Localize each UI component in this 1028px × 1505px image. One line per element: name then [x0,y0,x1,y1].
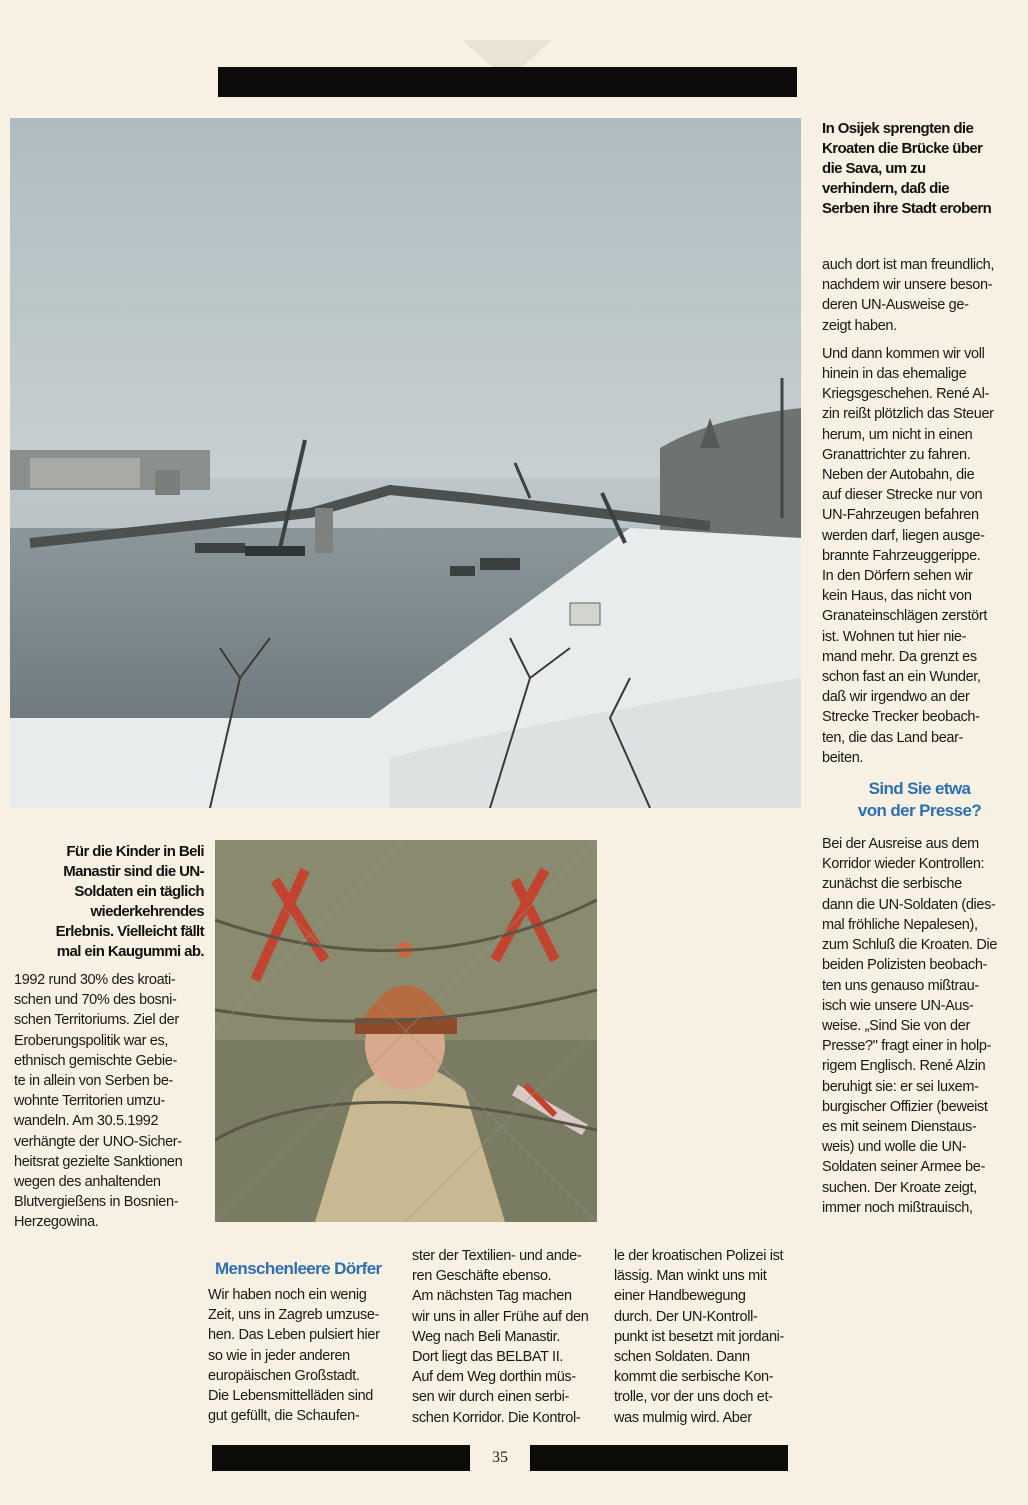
text-line: Presse?" fragt einer in holp- [822,1038,992,1055]
text-line: wegen des anhaltenden [14,1174,161,1191]
text-line: beiten. [822,749,864,766]
text-line: le der kroatischen Polizei ist [614,1248,784,1264]
text-line: Strecke Trecker beobach- [822,709,980,726]
caption-line: Kroaten die Brücke über [822,140,983,157]
text-line: 1992 rund 30% des kroati- [14,972,176,988]
header-bar [218,67,797,97]
text-line: ten uns genauso mißtrau- [822,977,979,994]
text-line: Korridor wieder Kontrollen: [822,856,985,873]
text-line: einer Handbewegung [614,1288,746,1305]
text-line: Bei der Ausreise aus dem [822,836,979,853]
text-line: schen Soldaten. Dann [614,1349,750,1366]
text-line: Granateinschlägen zerstört [822,608,987,625]
text-line: zin reißt plötzlich das Steuer [822,406,994,423]
caption-line: Soldaten ein täglich [74,883,204,900]
text-line: wandeln. Am 30.5.1992 [14,1113,159,1130]
text-line: zunächst die serbische [822,876,962,893]
text-line: mand mehr. Da grenzt es [822,648,977,665]
text-line: Und dann kommen wir voll [822,345,985,362]
text-line: wohnte Territorien umzu- [14,1093,165,1110]
heading-line: von der Presse? [857,801,982,821]
footer-bar [212,1445,788,1471]
text-line: burgischer Offizier (beweist [822,1098,988,1115]
text-line: es mit seinem Dienstaus- [822,1118,977,1135]
text-line: beruhigt sie: er sei luxem- [822,1078,979,1095]
text-line: schen und 70% des bosni- [14,992,177,1009]
text-line: dann die UN-Soldaten (dies- [822,896,996,913]
text-line: gut gefüllt, die Schaufen- [208,1408,360,1425]
caption-line: Für die Kinder in Beli [66,843,204,860]
text-line: weise. „Sind Sie von der [822,1017,970,1034]
text-line: ethnisch gemischte Gebie- [14,1052,177,1069]
text-line: suchen. Der Kroate zeigt, [822,1179,977,1196]
caption-line: Serben ihre Stadt erobern [822,200,992,217]
text-line: UN-Fahrzeugen befahren [822,507,979,524]
text-line: schon fast an ein Wunder, [822,669,981,686]
text-line: wir uns in aller Frühe auf den [412,1308,589,1325]
text-line: mal fröhliche Nepalesen), [822,916,978,933]
text-line: Kriegsgeschehen. René Al- [822,386,989,403]
text-line: kommt die serbische Kon- [614,1369,774,1386]
caption-line: verhindern, daß die [822,180,949,197]
text-line: kein Haus, das nicht von [822,588,972,605]
text-line: sen wir durch einen serbi- [412,1389,569,1406]
text-line: te in allein von Serben be- [14,1073,174,1090]
text-line: Eroberungspolitik war es, [14,1032,169,1049]
paragraph [822,344,1017,768]
bottom-column-2 [412,1246,602,1428]
text-line: auf dieser Strecke nur von [822,487,983,504]
caption-line: wiederkehrendes [90,903,204,920]
caption-line: Erlebnis. Vielleicht fällt [55,923,204,940]
paragraph [822,834,1017,1218]
text-line: ist. Wohnen tut hier nie- [822,628,967,645]
text-line: Dort liegt das BELBAT II. [412,1349,564,1366]
text-line: ren Geschäfte ebenso. [412,1268,552,1285]
text-line: beiden Polizisten beobach- [822,957,988,974]
text-line: Am nächsten Tag machen [412,1288,572,1305]
text-line: auch dort ist man freundlich, [822,257,994,273]
caption-line: mal ein Kaugummi ab. [56,943,204,960]
section-heading [822,778,1017,822]
text-line: zum Schluß die Kroaten. Die [822,937,998,954]
text-line: deren UN-Ausweise ge- [822,297,969,314]
paragraph [822,255,1017,336]
page-number: 35 [470,1445,530,1471]
text-line: weis) und wolle die UN- [822,1139,967,1156]
section-heading: Menschenleere Dörfer [215,1259,382,1278]
text-line: hinein in das ehemalige [822,366,967,383]
text-line: was mulmig wird. Aber [614,1409,752,1426]
bottom-column-3 [614,1246,794,1428]
text-line: Weg nach Beli Manastir. [412,1328,561,1345]
text-line: Herzegowina. [14,1214,99,1231]
text-line: Auf dem Weg dorthin müs- [412,1369,576,1386]
bridge-photo-caption [822,119,1022,219]
text-line: ster der Textilien- und ande- [412,1248,582,1264]
text-line: trolle, vor der uns doch et- [614,1389,773,1406]
left-column [14,970,204,1233]
text-line: punkt ist besetzt mit jordani- [614,1328,785,1345]
text-line: lässig. Man winkt uns mit [614,1268,767,1285]
text-line: daß wir irgendwo an der [822,689,970,706]
kid-photo-caption [14,842,204,962]
text-line: In den Dörfern sehen wir [822,568,973,585]
right-column [822,255,1017,1226]
text-line: Wir haben noch ein wenig [208,1287,367,1303]
text-line: Zeit, uns in Zagreb umzuse- [208,1307,380,1324]
bottom-column-1 [208,1285,400,1426]
text-line: Neben der Autobahn, die [822,467,975,484]
text-line: zeigt haben. [822,317,897,334]
text-line: durch. Der UN-Kontroll- [614,1308,758,1325]
text-line: europäischen Großstadt. [208,1367,360,1384]
text-line: verhängte der UNO-Sicher- [14,1133,182,1150]
heading-line: Sind Sie etwa [868,779,971,799]
caption-line: die Sava, um zu [822,160,926,177]
bridge-photo [10,118,801,808]
text-line: heitsrat gezielte Sanktionen [14,1153,183,1170]
caption-line: Manastir sind die UN- [63,863,204,880]
text-line: herum, um nicht in einen [822,426,973,443]
kid-photo [215,840,597,1222]
text-line: brannte Fahrzeuggerippe. [822,547,981,564]
text-line: schen Territoriums. Ziel der [14,1012,179,1029]
caption-line: In Osijek sprengten die [822,120,974,137]
text-line: rigem Englisch. René Alzin [822,1058,986,1075]
text-line: hen. Das Leben pulsiert hier [208,1327,380,1344]
text-line: nachdem wir unsere beson- [822,277,993,294]
text-line: isch wie unsere UN-Aus- [822,997,974,1014]
text-line: so wie in jeder anderen [208,1347,350,1364]
text-line: werden darf, liegen ausge- [822,527,985,544]
text-line: schen Korridor. Die Kontrol- [412,1409,581,1426]
text-line: ten, die das Land bear- [822,729,964,746]
text-line: Granattrichter zu fahren. [822,446,971,463]
text-line: immer noch mißtrauisch, [822,1199,973,1216]
text-line: Die Lebensmittelläden sind [208,1388,374,1405]
text-line: Soldaten seiner Armee be- [822,1159,985,1176]
text-line: Blutvergießens in Bosnien- [14,1194,179,1211]
